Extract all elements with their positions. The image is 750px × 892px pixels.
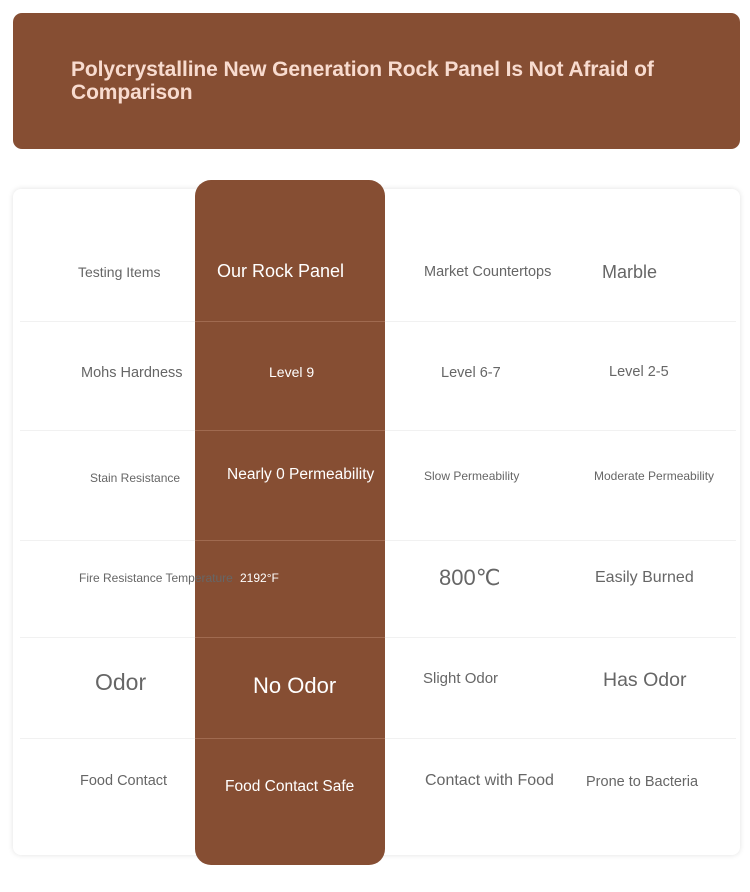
marble-mohs-hardness: Level 2-5 bbox=[609, 364, 669, 380]
ours-stain-resistance: Nearly 0 Permeability bbox=[227, 466, 375, 483]
marble-fire-resistance: Easily Burned bbox=[595, 569, 694, 586]
row-item-odor: Odor bbox=[95, 669, 147, 695]
market-odor: Slight Odor bbox=[423, 670, 499, 687]
row-divider-highlight bbox=[195, 540, 385, 541]
column-header-marble: Marble bbox=[602, 262, 658, 282]
market-fire-resistance: 800℃ bbox=[439, 565, 501, 590]
ours-fire-resistance: 2192°F bbox=[240, 571, 279, 585]
row-divider-highlight bbox=[195, 738, 385, 739]
row-item-stain-resistance: Stain Resistance bbox=[90, 471, 181, 485]
column-header-testing-items: Testing Items bbox=[78, 264, 161, 280]
marble-food-contact: Prone to Bacteria bbox=[586, 774, 699, 790]
marble-stain-resistance: Moderate Permeability bbox=[594, 469, 715, 483]
our-rock-panel-column-highlight bbox=[195, 180, 385, 865]
row-divider-highlight bbox=[195, 637, 385, 638]
market-food-contact: Contact with Food bbox=[425, 772, 554, 789]
row-item-fire-resistance: Fire Resistance Temperature bbox=[79, 571, 233, 585]
row-divider-highlight bbox=[195, 430, 385, 431]
header-banner bbox=[13, 13, 740, 149]
market-stain-resistance: Slow Permeability bbox=[424, 469, 520, 483]
column-header-market-countertops: Market Countertops bbox=[424, 264, 552, 280]
ours-food-contact: Food Contact Safe bbox=[225, 778, 355, 795]
page-title: Polycrystalline New Generation Rock Panel Is Not Afraid of Comparison bbox=[71, 58, 654, 104]
ours-mohs-hardness: Level 9 bbox=[269, 364, 315, 380]
column-header-our-rock-panel: Our Rock Panel bbox=[217, 261, 345, 281]
ours-odor: No Odor bbox=[253, 673, 337, 698]
row-item-food-contact: Food Contact bbox=[80, 773, 168, 789]
market-mohs-hardness: Level 6-7 bbox=[441, 365, 501, 381]
marble-odor: Has Odor bbox=[603, 669, 687, 691]
row-item-mohs-hardness: Mohs Hardness bbox=[81, 365, 183, 381]
row-divider-highlight bbox=[195, 321, 385, 322]
